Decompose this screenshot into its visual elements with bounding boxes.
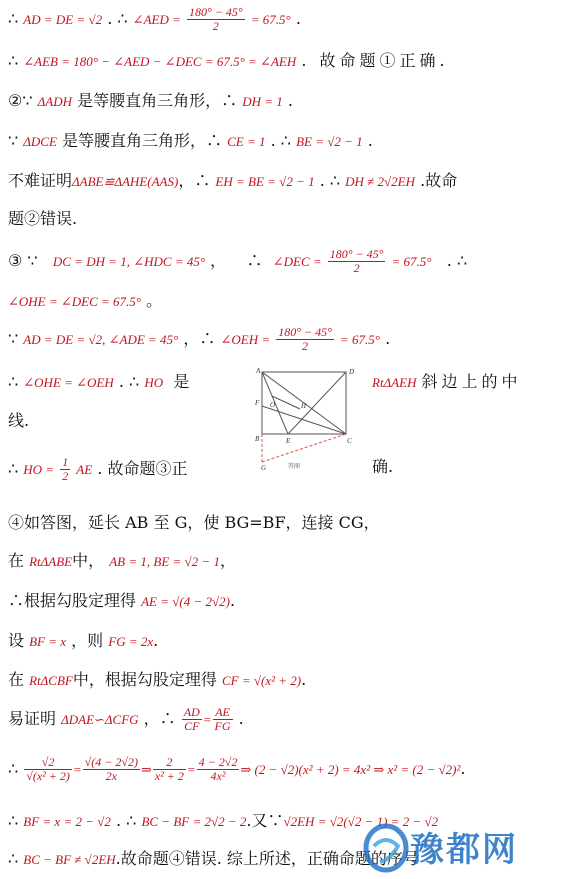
numerator: AD — [183, 705, 200, 719]
solution-line-14 — [8, 550, 556, 573]
connector-text: . — [301, 670, 307, 689]
connector-text: ，∴ — [143, 709, 176, 728]
denominator: 2 — [302, 339, 309, 353]
solution-line-12 — [8, 456, 254, 483]
statement-text: 是 — [173, 372, 190, 391]
fraction — [60, 456, 70, 483]
therefore-symbol: ∴ — [8, 372, 19, 391]
similarity-expression: ΔDAE∽ΔCFG — [61, 712, 139, 727]
solution-line-4 — [8, 130, 556, 153]
math-expression: ∠AED = — [132, 12, 181, 27]
math-expression: AB = 1, BE = √2 − 1 — [109, 554, 220, 569]
statement-text: 斜边上的中 — [421, 372, 522, 391]
statement-text: .又∵ — [246, 811, 284, 830]
statement-text: 是等腰直角三角形，∴ — [77, 91, 238, 110]
solution-line-17 — [8, 669, 556, 692]
denominator: FG — [214, 719, 231, 733]
fraction — [276, 326, 334, 353]
numerator: √(4 − 2√2) — [84, 755, 138, 769]
numerator: AE — [213, 706, 233, 720]
math-expression: ∠OHE = ∠OEH — [23, 375, 114, 390]
solution-line-16 — [8, 630, 556, 653]
connector-text: ，∴ — [183, 329, 216, 348]
denominator: 2 — [62, 469, 69, 483]
point-label: C — [347, 437, 352, 445]
numerator: 1 — [62, 455, 69, 469]
math-expression: DH ≠ 2√2EH — [345, 174, 416, 189]
triangle-name: RtΔAEH — [372, 375, 417, 390]
solution-line-11 — [8, 410, 68, 432]
math-expression: BC − BF = 2√2 − 2 — [141, 814, 247, 829]
point-label: E — [286, 437, 291, 445]
fraction — [83, 756, 140, 783]
point-label: G — [261, 464, 267, 472]
statement-text: 中，根据勾股定理得 — [72, 670, 217, 689]
solution-line-21 — [8, 848, 556, 871]
solution-line-3 — [8, 90, 556, 113]
math-expression: EH = BE = √2 − 1 — [215, 174, 315, 189]
connector-text: ， — [210, 251, 227, 270]
solution-line-20 — [8, 810, 556, 833]
math-expression: AE = √(4 − 2√2) — [141, 594, 230, 609]
numerator: 2 — [153, 756, 186, 770]
connector-text: . ∴ — [446, 251, 468, 270]
connector-text: . ∴ — [115, 811, 137, 830]
connector-text: ，则 — [71, 631, 104, 650]
dashed-segment-gc — [262, 434, 346, 462]
connector-text: . ∴ — [270, 131, 291, 150]
point-label: A — [256, 367, 261, 375]
because-symbol: ∵ — [8, 329, 19, 348]
solution-line-19: ∴ $\frac{√2}{\text{√(x² + 2)}}$ = $\frac{√(4 - 2√2)}{2x}$ ⇒ $\frac{2}{\text{x² + 2}}$ = $\frac{4 - 2√2}{\text{4x²}}$ ⇒ (2 − √2)(x² + 2) = 4x² ⇒ x² = (2 − √2)². — [8, 755, 466, 783]
solution-line-13 — [8, 512, 556, 534]
statement-text: 设 — [8, 631, 25, 650]
denominator: √(x² + 2) — [26, 769, 70, 783]
solution-line-5 — [8, 170, 556, 193]
math-expression: = 67.5° — [250, 12, 291, 27]
math-expression: √2EH = √2(√2 − 1) = 2 − √2 — [283, 814, 439, 829]
therefore-symbol: ∴ — [8, 849, 19, 868]
denominator: CF — [184, 719, 200, 733]
math-expression: = 67.5° — [391, 254, 432, 269]
math-expression: = 67.5° — [340, 332, 380, 347]
therefore-symbol: ∴ — [246, 251, 263, 270]
statement-text: 线. — [8, 411, 30, 430]
math-expression: AD = DE = √2 — [23, 12, 103, 27]
fraction — [213, 706, 233, 733]
solution-line-6 — [8, 208, 556, 230]
connector-text: . — [295, 9, 301, 28]
math-expression: DH = 1 — [242, 94, 283, 109]
math-expression: CF = √(x² + 2) — [221, 673, 302, 688]
triangle-name: RtΔCBF — [29, 673, 73, 688]
connector-text: . ∴ — [107, 9, 128, 28]
math-expression: BC − BF ≠ √2EH — [23, 852, 116, 867]
implies-arrow: ⇒ — [140, 762, 152, 777]
statement-text: 易证明 — [8, 709, 57, 728]
math-expression: AE — [76, 462, 93, 477]
solution-line-1 — [8, 6, 556, 33]
therefore-symbol: ∴ — [8, 9, 19, 28]
math-expression: BF = x = 2 − √2 — [23, 814, 111, 829]
solution-line-10-right — [372, 371, 556, 394]
statement-text: 在 — [8, 551, 25, 570]
watermark-text: 豫都网 — [410, 830, 518, 870]
math-expression: AD = DE = √2, ∠ADE = 45° — [23, 332, 179, 347]
diagram-caption: 答图 — [288, 463, 301, 470]
fraction — [182, 706, 202, 733]
point-label: F — [255, 399, 260, 407]
math-expression: ⇒ (2 − √2)(x² + 2) = 4x² ⇒ x² = (2 − √2)² — [240, 762, 461, 777]
connector-text: . — [229, 591, 236, 610]
math-expression: ∠OEH = — [220, 332, 271, 347]
triangle-name: RtΔABE — [29, 554, 73, 569]
statement-text: 中， — [72, 551, 105, 570]
fraction — [328, 248, 386, 275]
therefore-symbol: ∴ — [8, 51, 19, 70]
solution-line-15 — [8, 590, 556, 613]
math-expression: ∠OHE = ∠DEC = 67.5° — [8, 294, 141, 309]
solution-line-18: 易证明 ΔDAE∽ΔCFG ，∴ $\frac{AD}{CF}$ = $\frac{AE}{FG}$ . — [8, 705, 244, 733]
solution-line-8 — [8, 290, 556, 313]
math-expression: ∠DEC = — [272, 254, 322, 269]
connector-text: . ∴ — [319, 171, 341, 190]
math-expression: HO = — [23, 462, 55, 477]
connector-text: . — [238, 709, 244, 728]
connector-text: . — [367, 131, 373, 150]
solution-line-2 — [8, 50, 556, 73]
connector-text: . — [287, 91, 293, 110]
math-expression: ∠AEB = 180° − ∠AED − ∠DEC = 67.5° = ∠AEH — [23, 54, 297, 69]
solution-line-12-right — [372, 456, 556, 478]
therefore-symbol: ∴ — [8, 811, 19, 830]
denominator: x² + 2 — [154, 769, 184, 783]
because-symbol: ∵ — [8, 131, 19, 150]
statement-text: ④如答图，延长 AB 至 G，使 BG=BF，连接 CG， — [8, 513, 380, 532]
math-expression: FG = 2x — [108, 634, 154, 649]
statement-text: 不难证明 — [8, 171, 73, 190]
statement-text: .故命 — [420, 171, 458, 190]
therefore-symbol: ∴ — [8, 459, 19, 478]
math-expression: HO — [144, 375, 164, 390]
statement-text: 在 — [8, 670, 25, 689]
point-label: B — [255, 435, 260, 443]
triangle-name: ΔADH — [37, 94, 72, 109]
numerator: 4 − 2√2 — [198, 755, 238, 769]
statement-text: 是等腰直角三角形，∴ — [62, 131, 223, 150]
point-label: D — [349, 368, 355, 376]
fraction — [24, 756, 72, 783]
therefore-symbol: ∴ — [8, 759, 19, 778]
triangle-name: ΔDCE — [23, 134, 57, 149]
denominator: 2 — [353, 261, 360, 275]
math-expression: CE = 1 — [227, 134, 266, 149]
because-symbol: ③ ∵ — [8, 251, 38, 270]
connector-text: . — [460, 759, 466, 778]
numerator: 180° − 45° — [329, 247, 384, 261]
point-label: O — [270, 401, 276, 409]
fraction — [153, 756, 186, 783]
solution-line-10 — [8, 371, 254, 394]
connector-text: ， — [219, 551, 236, 570]
connector-text: . — [385, 329, 391, 348]
connector-text: . ∴ — [118, 372, 140, 391]
fraction — [197, 756, 240, 783]
solution-line-9 — [8, 326, 556, 353]
conclusion-text: . 故命题③正 — [97, 459, 188, 478]
statement-text: ∴根据勾股定理得 — [8, 591, 137, 610]
solution-line-7 — [8, 248, 556, 275]
denominator: 2 — [212, 19, 219, 33]
conclusion-text: 题②错误. — [8, 209, 78, 228]
denominator: 2x — [105, 769, 117, 783]
point-label: H — [301, 402, 307, 410]
connector-text: . — [153, 631, 159, 650]
because-symbol: ②∵ — [8, 91, 33, 110]
numerator: √2 — [24, 756, 72, 770]
geometry-diagram — [252, 366, 364, 476]
numerator: 180° − 45° — [278, 325, 332, 339]
conclusion-text: .故命题④错误. 综上所述，正确命题的序号 — [115, 849, 419, 868]
fraction — [187, 6, 245, 33]
conclusion-text: 确. — [372, 457, 394, 476]
numerator: 180° − 45° — [188, 5, 243, 19]
math-expression: DC = DH = 1, ∠HDC = 45° — [52, 254, 206, 269]
connector-text: 。 — [146, 291, 163, 310]
congruence-expression: ΔABE≌ΔAHE(AAS) — [72, 174, 179, 189]
conclusion-text: . 故命题①正确. — [301, 51, 449, 70]
connector-text: ，∴ — [178, 171, 211, 190]
segment-fc — [262, 406, 346, 434]
denominator: 4x² — [210, 769, 226, 783]
math-expression: BF = x — [29, 634, 67, 649]
math-expression: BE = √2 − 1 — [296, 134, 363, 149]
